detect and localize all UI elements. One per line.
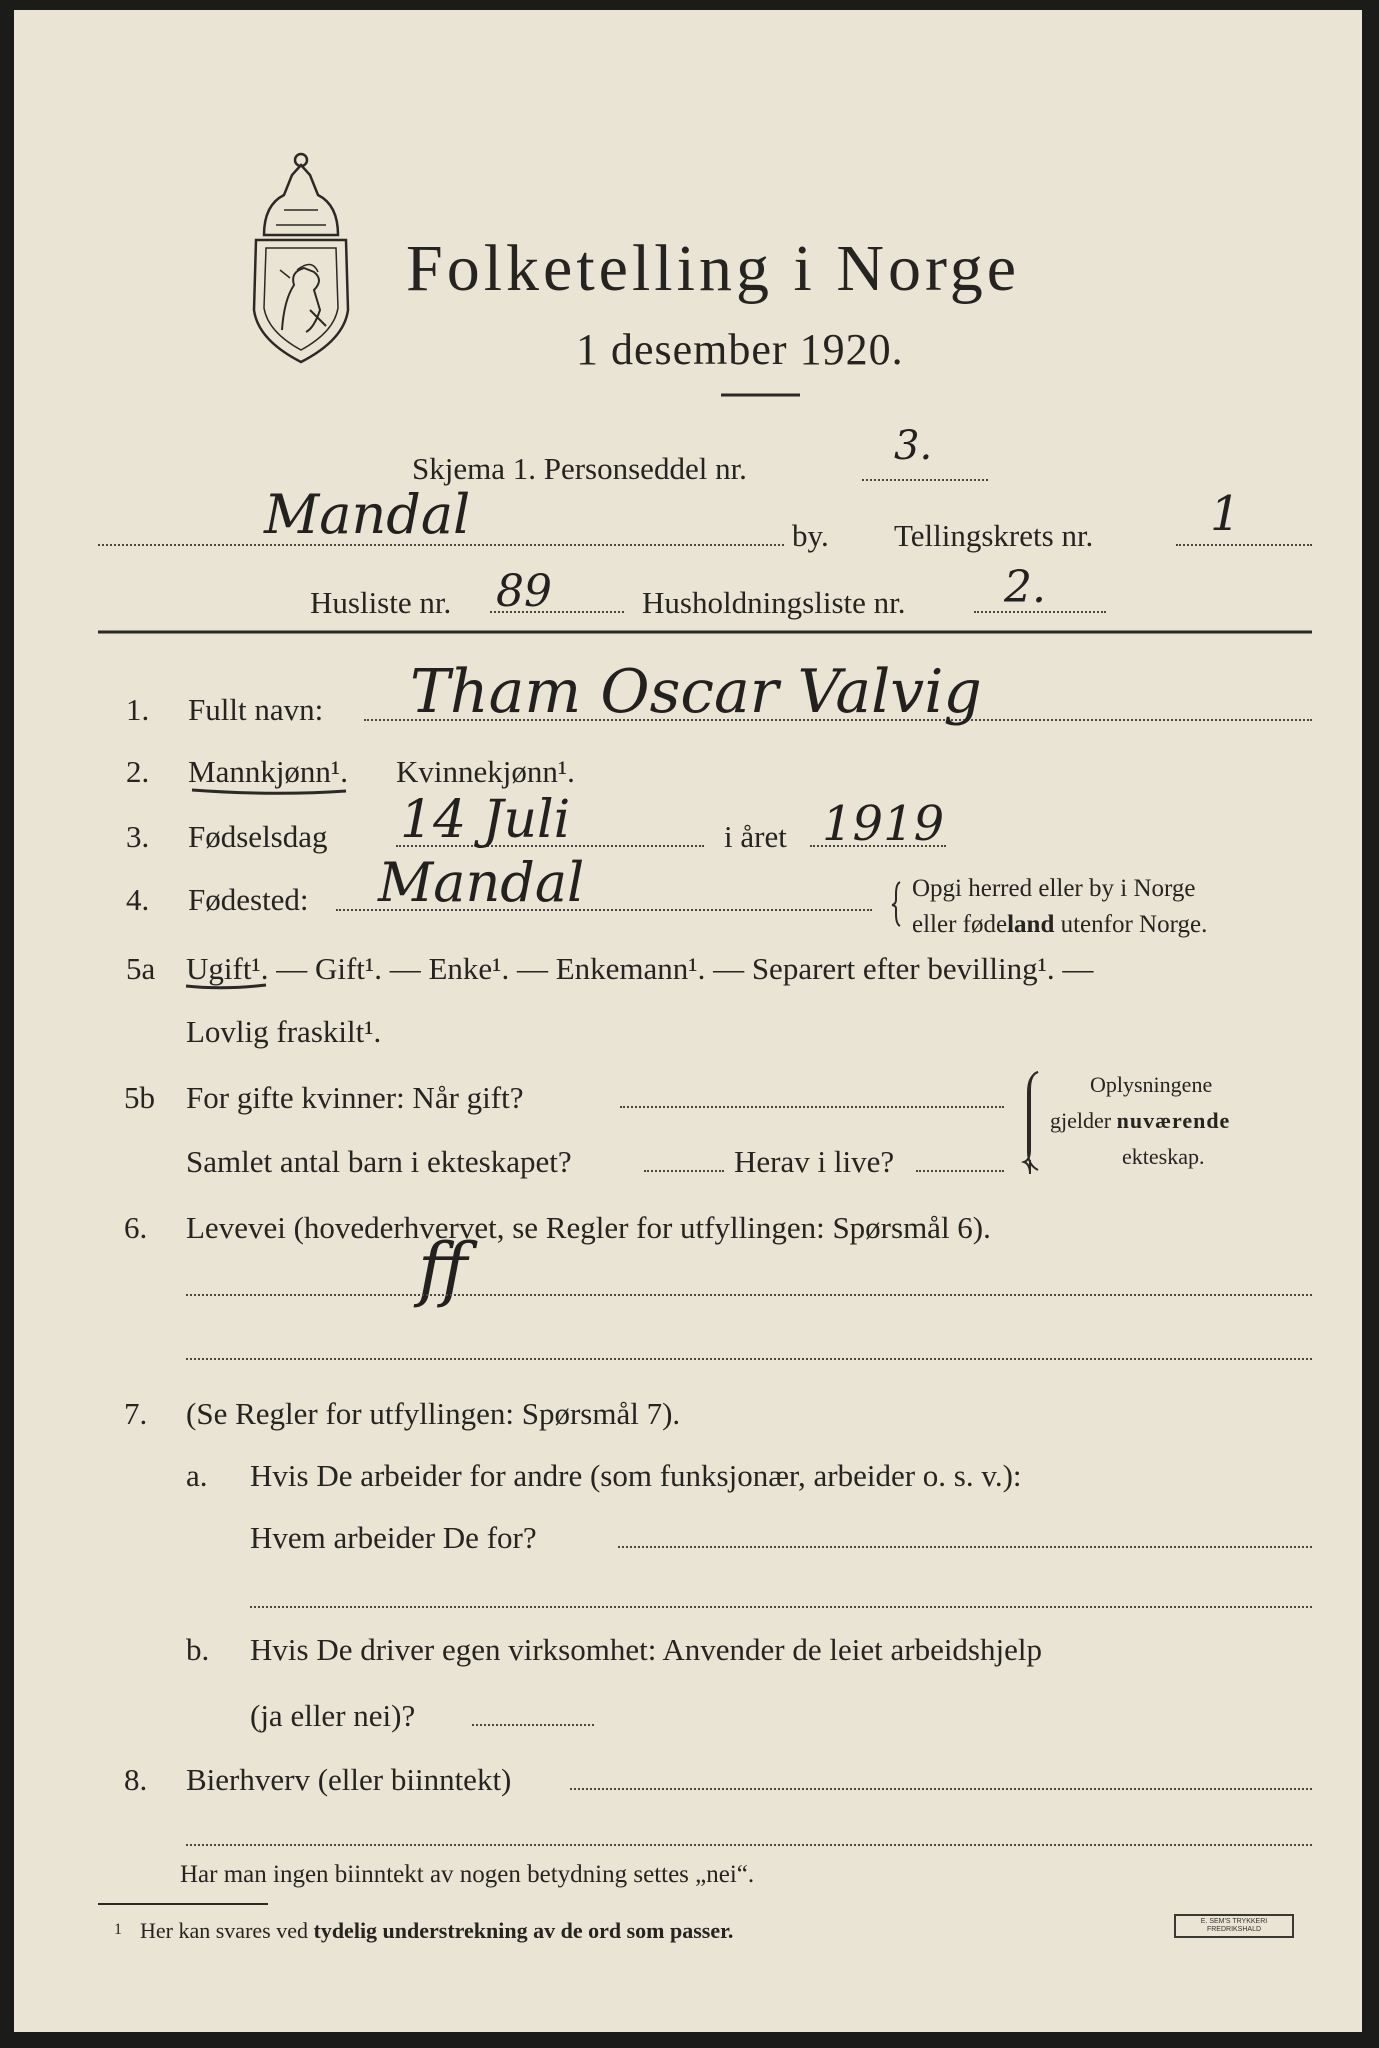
schema-value: 3. xyxy=(894,423,933,469)
q5a-ugift-option: Ugift¹. xyxy=(186,951,269,986)
krets-label: Tellingskrets nr. xyxy=(894,518,1094,553)
q7-label: (Se Regler for utfyllingen: Spørsmål 7). xyxy=(186,1396,681,1431)
q7a-line1: Hvis De arbeider for andre (som funksjonær, arbeider o. s. v.): xyxy=(250,1458,1022,1493)
q7a-line2: Hvem arbeider De for? xyxy=(250,1520,537,1555)
hushold-label: Husholdningsliste nr. xyxy=(642,585,906,620)
q8-number: 8. xyxy=(124,1762,148,1797)
footnote-text-c: av de ord som passer. xyxy=(527,1918,734,1943)
q4-note-line2-a: eller føde xyxy=(912,911,1008,938)
q5b-label2: Samlet antal barn i ekteskapet? xyxy=(186,1144,572,1179)
q8-dots2 xyxy=(186,1844,1312,1846)
q7a-number: a. xyxy=(186,1458,208,1493)
husliste-value: 89 xyxy=(496,566,552,617)
q5b-label1: For gifte kvinner: Når gift? xyxy=(186,1080,524,1115)
q4-value: Mandal xyxy=(378,851,585,914)
husliste-label: Husliste nr. xyxy=(310,585,452,620)
schema-dots xyxy=(862,479,988,481)
q3-value: 14 Juli xyxy=(400,790,571,850)
q5b-note2 xyxy=(1050,1110,1230,1132)
q1-value: Tham Oscar Valvig xyxy=(410,657,982,727)
q6-value: ff xyxy=(418,1228,468,1310)
footnote-mark: 1 xyxy=(114,1921,122,1938)
q7a-dots1 xyxy=(618,1546,1312,1548)
q8-label: Bierhverv (eller biinntekt) xyxy=(186,1762,512,1797)
q5a-line2: Lovlig fraskilt¹. xyxy=(186,1014,382,1049)
q7b-dots xyxy=(472,1724,594,1726)
q8-note: Har man ingen biinntekt av nogen betydning settes „nei“. xyxy=(180,1861,755,1888)
q4-label: Fødested: xyxy=(188,882,309,917)
q7-number: 7. xyxy=(124,1396,148,1431)
q3-label: Fødselsdag xyxy=(188,819,328,854)
q4-number: 4. xyxy=(126,882,150,917)
q1-number: 1. xyxy=(126,692,150,727)
footnote-text-a: Her kan svares ved xyxy=(140,1918,314,1943)
q4-note-line1: Opgi herred eller by i Norge xyxy=(912,875,1196,902)
q7b-line1: Hvis De driver egen virksomhet: Anvender de leiet arbeidshjelp xyxy=(250,1632,1042,1667)
hushold-value: 2. xyxy=(1004,562,1046,613)
q6-label: Levevei (hovederhvervet, se Regler for utfyllingen: Spørsmål 6). xyxy=(186,1210,991,1245)
q2-number: 2. xyxy=(126,754,150,789)
q2-male-option: Mannkjønn¹. xyxy=(188,754,348,789)
krets-dots xyxy=(1176,544,1312,546)
q5b-note3: ekteskap. xyxy=(1122,1144,1205,1169)
q5b-label3: Herav i live? xyxy=(734,1144,895,1179)
q7b-line2: (ja eller nei)? xyxy=(250,1698,416,1733)
by-label: by. xyxy=(792,518,829,553)
printer-line2: FREDRIKSHALD xyxy=(1206,1926,1262,1933)
form-title: Folketelling i Norge xyxy=(406,232,1021,305)
q5b-dots2 xyxy=(644,1170,724,1172)
q5b-note2-b: nuværende xyxy=(1116,1108,1231,1133)
printer-mark xyxy=(1174,1914,1294,1938)
footnote-text xyxy=(140,1920,733,1942)
krets-value: 1 xyxy=(1210,486,1241,542)
q7b-number: b. xyxy=(186,1632,210,1667)
q3-year-value: 1919 xyxy=(822,796,945,852)
footnote-text-b: tydelig understrekning xyxy=(313,1918,528,1943)
q5b-dots3 xyxy=(916,1170,1004,1172)
q8-dots1 xyxy=(570,1788,1312,1790)
q6-dots1 xyxy=(186,1294,1312,1296)
q4-note-line2-c: utenfor Norge. xyxy=(1054,911,1208,938)
q5b-note2-a: gjelder xyxy=(1050,1108,1117,1133)
q3-year-label: i året xyxy=(724,819,787,854)
q4-note-line2-b: land xyxy=(1007,911,1055,938)
q7a-dots2 xyxy=(250,1606,1312,1608)
q2-female-option: Kvinnekjønn¹. xyxy=(396,754,575,789)
q5a-options xyxy=(186,953,1093,984)
q1-label: Fullt navn: xyxy=(188,692,324,727)
q6-number: 6. xyxy=(124,1210,148,1245)
norway-lion-shield-icon xyxy=(254,154,348,362)
q5b-note1: Oplysningene xyxy=(1090,1072,1213,1097)
q5b-number: 5b xyxy=(124,1080,155,1115)
place-value: Mandal xyxy=(264,483,471,546)
census-date: 1 desember 1920. xyxy=(576,325,904,374)
q5b-dots1 xyxy=(620,1106,1004,1108)
q4-note-line2 xyxy=(912,912,1207,937)
place-dots xyxy=(98,544,784,546)
q3-number: 3. xyxy=(126,819,150,854)
q5a-number: 5a xyxy=(126,951,156,986)
printer-line1: E. SEM'S TRYKKERI xyxy=(1200,1918,1268,1925)
q6-dots2 xyxy=(186,1358,1312,1360)
census-form xyxy=(14,10,1362,2032)
schema-label: Skjema 1. Personseddel nr. xyxy=(412,451,747,486)
q5a-other-options: — Gift¹. — Enke¹. — Enkemann¹. — Separert efter bevilling¹. — xyxy=(268,951,1094,986)
